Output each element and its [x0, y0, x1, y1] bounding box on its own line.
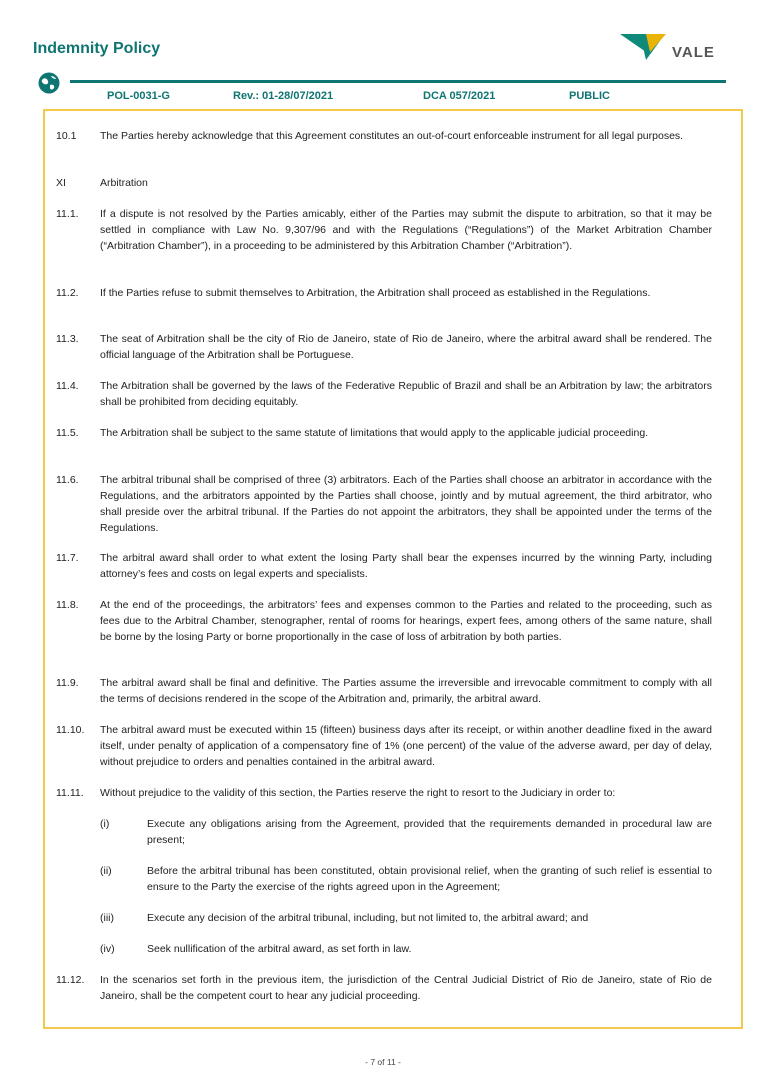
item-text: Before the arbitral tribunal has been constituted, obtain provisional relief, when the granting of such relief is essential to ensure to the Party the exercise of the rights agreed upon in the Agreement; — [147, 865, 712, 893]
clause-number: 11.5. — [56, 427, 79, 439]
clause-text: The Arbitration shall be governed by the laws of the Federative Republic of Brazil and shall be an Arbitration by law; the arbitrators shall be prohibited from deciding equitably. — [100, 380, 712, 408]
clause-text: Arbitration — [100, 177, 148, 189]
item-text: Execute any obligations arising from the Agreement, provided that the requirements demanded in procedural law are present; — [147, 818, 712, 846]
item-number: (i) — [100, 818, 110, 830]
item-number: (iii) — [100, 912, 114, 924]
item-number: (ii) — [100, 865, 112, 877]
page-number: - 7 of 11 - — [365, 1057, 401, 1067]
clause — [56, 331, 712, 363]
clause — [56, 722, 712, 770]
clause-number: 11.2. — [56, 287, 79, 299]
clause — [56, 206, 712, 254]
clause — [56, 285, 712, 301]
clause-number: 11.6. — [56, 474, 79, 486]
clause-text: In the scenarios set forth in the previous item, the jurisdiction of the Central Judicial District of Rio de Janeiro, state of Rio de Janeiro, shall be the competent court to hear any judicial proceeding. — [100, 974, 712, 1002]
clause — [56, 472, 712, 536]
clause-number: 11.11. — [56, 787, 84, 799]
clause — [56, 675, 712, 707]
list-item — [100, 941, 712, 957]
section-heading — [56, 175, 712, 191]
clause-number: 11.9. — [56, 677, 79, 689]
clause — [56, 425, 712, 441]
dca-number: DCA 057/2021 — [423, 90, 496, 102]
revision: Rev.: 01-28/07/2021 — [233, 90, 334, 102]
globe-icon — [38, 72, 60, 94]
header-rule — [70, 80, 726, 83]
clause-number: 11.4. — [56, 380, 79, 392]
clause-text: The arbitral award must be executed within 15 (fifteen) business days after its receipt, or within another deadline fixed in the award itself, under penalty of application of a compensatory fine of 1% (one percent) of the value of the adverse award, per day of delay, without prejudice to orders and penalties contained in the arbitral award. — [100, 724, 712, 768]
clause-number: 11.12. — [56, 974, 85, 986]
clause-number: 11.3. — [56, 333, 79, 345]
clause-text: The arbitral award shall be final and definitive. The Parties assume the irreversible and irrevocable commitment to comply with all the terms of decisions rendered in the scope of the Arbitration and, primarily, the arbitral award. — [100, 677, 712, 705]
classification: PUBLIC — [569, 90, 610, 102]
clause-text: The arbitral award shall order to what extent the losing Party shall bear the expenses incurred by the winning Party, including attorney’s fees and costs on legal experts and specialists. — [100, 552, 712, 580]
clause-text: The Arbitration shall be subject to the same statute of limitations that would apply to the applicable judicial proceeding. — [100, 427, 649, 439]
list-item — [100, 910, 712, 926]
clause-text: The seat of Arbitration shall be the city of Rio de Janeiro, state of Rio de Janeiro, where the arbitral award shall be rendered. The official language of the Arbitration shall be Portuguese. — [100, 333, 712, 361]
clause — [56, 550, 712, 582]
clause-number: 11.10. — [56, 724, 85, 736]
clause-number: 11.7. — [56, 552, 79, 564]
clause-number: 11.1. — [56, 208, 79, 220]
list-item — [100, 816, 712, 848]
clause-text: The arbitral tribunal shall be comprised of three (3) arbitrators. Each of the Parties shall choose an arbitrator in accordance with the Regulations, and the arbitrators appointed by the Parties shall choose, jointly and by mutual agreement, the third arbitrator, who shall preside over the arbitral tribunal. If the Parties do not appoint the arbitrators, they shall be appointed under the terms of the Regulations. — [100, 474, 712, 534]
clause — [56, 378, 712, 410]
list-item — [100, 863, 712, 895]
clause-text: If the Parties refuse to submit themselves to Arbitration, the Arbitration shall proceed as established in the Regulations. — [100, 287, 651, 299]
item-text: Execute any decision of the arbitral tribunal, including, but not limited to, the arbitral award; and — [147, 912, 589, 924]
clause-number: 11.8. — [56, 599, 79, 611]
clause-text: At the end of the proceedings, the arbitrators’ fees and expenses common to the Parties and related to the proceeding, such as fees due to the Arbitral Chamber, stenographer, rental of rooms for hearings, expert fees, among others of the same nature, shall be borne by the losing Party or borne proportionally in the case of loss of arbitration by both parties. — [100, 599, 712, 643]
clause-number: 10.1 — [56, 130, 77, 142]
clause — [56, 597, 712, 645]
clause — [56, 785, 712, 801]
doc-code: POL-0031-G — [107, 90, 170, 102]
page-title: Indemnity Policy — [33, 40, 161, 57]
logo-text: VALE — [672, 44, 715, 61]
clause — [56, 128, 712, 144]
clause-number: XI — [56, 177, 66, 189]
clause-text: If a dispute is not resolved by the Parties amicably, either of the Parties may submit the dispute to arbitration, so that it may be settled in compliance with Law No. 9,307/96 and with the Regulations (“Regulations”) of the Market Arbitration Chamber (“Arbitration Chamber”), in a proceeding to be administered by this Arbitration Chamber (“Arbitration”). — [100, 208, 712, 252]
clause-text: The Parties hereby acknowledge that this Agreement constitutes an out-of-court enforceable instrument for all legal purposes. — [100, 130, 684, 142]
clause-text: Without prejudice to the validity of this section, the Parties reserve the right to resort to the Judiciary in order to: — [100, 787, 616, 799]
clause — [56, 972, 712, 1004]
item-number: (iv) — [100, 943, 115, 955]
item-text: Seek nullification of the arbitral award, as set forth in law. — [147, 943, 412, 955]
